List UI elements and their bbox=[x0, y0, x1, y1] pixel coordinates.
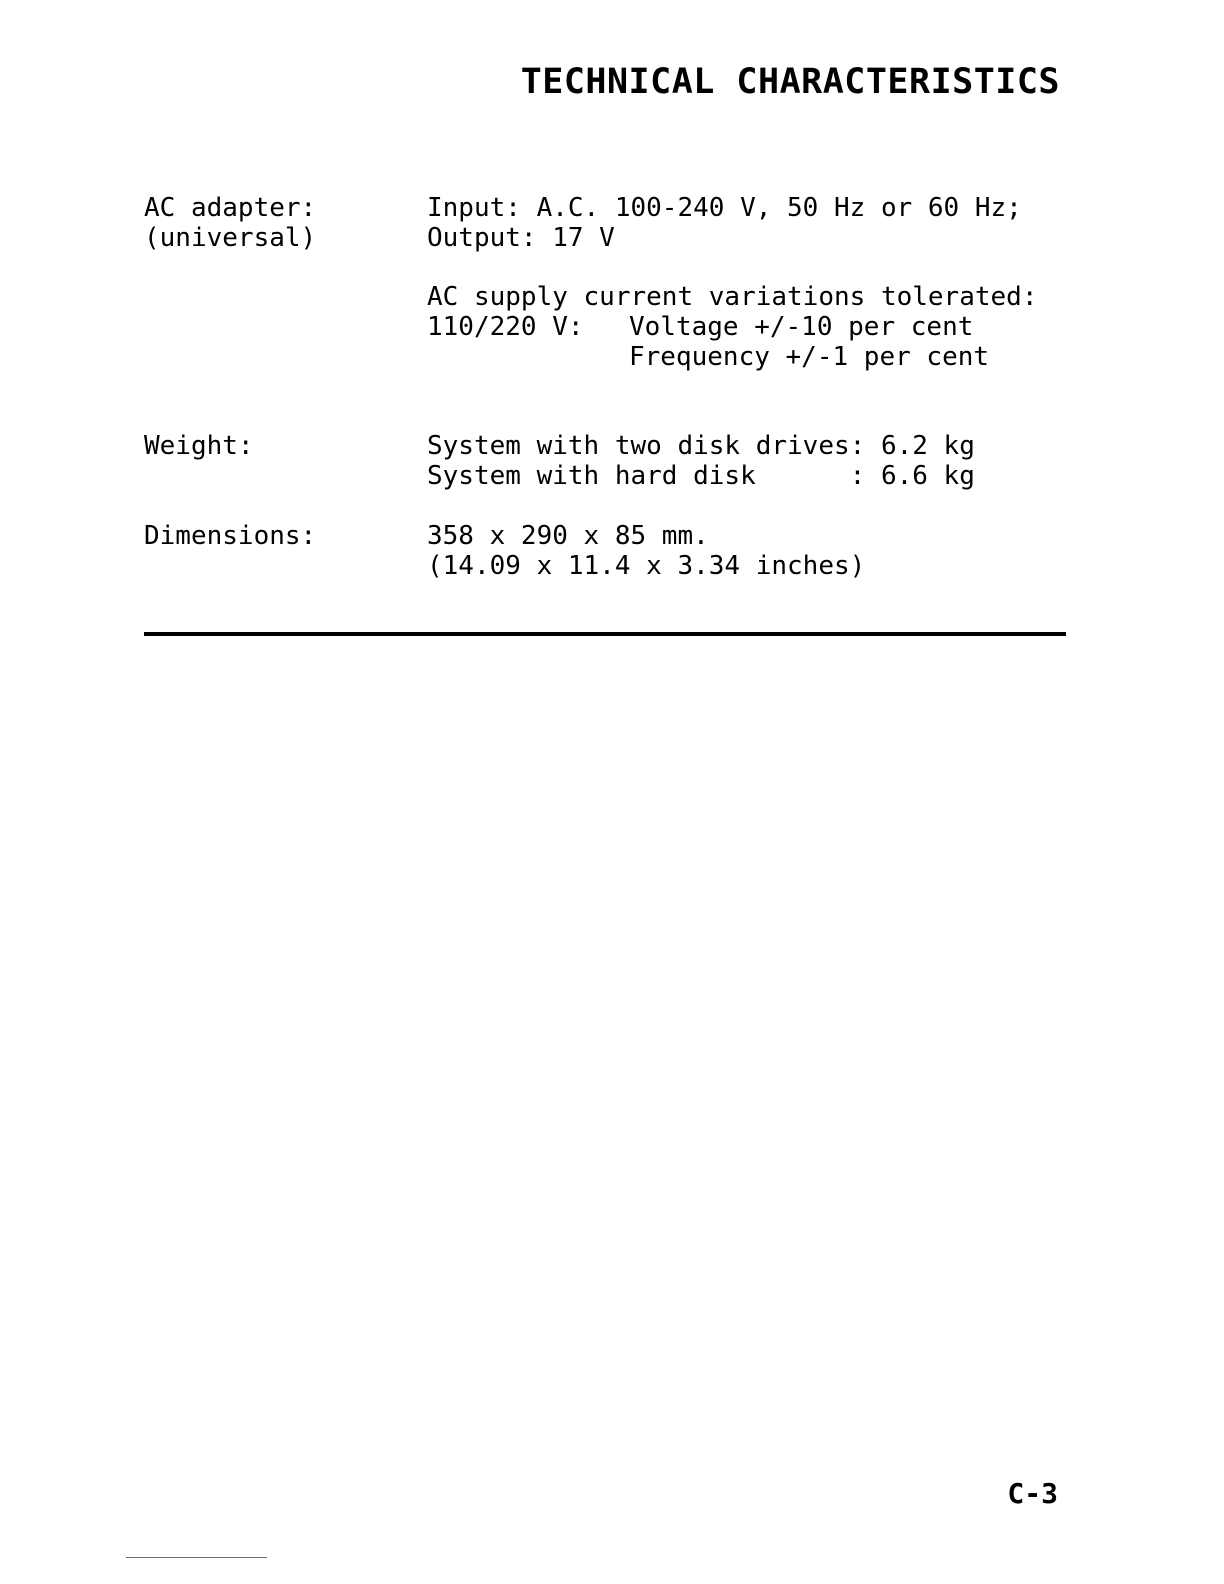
ac-variations-prefix: 110/220 V: bbox=[427, 312, 584, 342]
ac-variations-title: AC supply current variations tolerated: bbox=[427, 282, 1038, 312]
ac-adapter-input: Input: A.C. 100-240 V, 50 Hz or 60 Hz; bbox=[427, 193, 1022, 223]
dimensions-label: Dimensions: bbox=[144, 521, 317, 551]
dimensions-imperial: (14.09 x 11.4 x 3.34 inches) bbox=[427, 551, 866, 581]
weight-label: Weight: bbox=[144, 431, 254, 461]
ac-adapter-sublabel: (universal) bbox=[144, 223, 317, 253]
page-number: C-3 bbox=[1007, 1477, 1058, 1510]
section-divider bbox=[144, 632, 1066, 636]
weight-two-disk: System with two disk drives: 6.2 kg bbox=[427, 431, 975, 461]
ac-variations-frequency: Frequency +/-1 per cent bbox=[629, 342, 990, 372]
page-title: TECHNICAL CHARACTERISTICS bbox=[520, 62, 1060, 102]
ac-adapter-label: AC adapter: bbox=[144, 193, 317, 223]
footer-link-underline bbox=[126, 1557, 267, 1558]
ac-variations-voltage: Voltage +/-10 per cent bbox=[629, 312, 974, 342]
dimensions-metric: 358 x 290 x 85 mm. bbox=[427, 521, 709, 551]
ac-adapter-output: Output: 17 V bbox=[427, 223, 615, 253]
weight-hard-disk: System with hard disk : 6.6 kg bbox=[427, 461, 975, 491]
